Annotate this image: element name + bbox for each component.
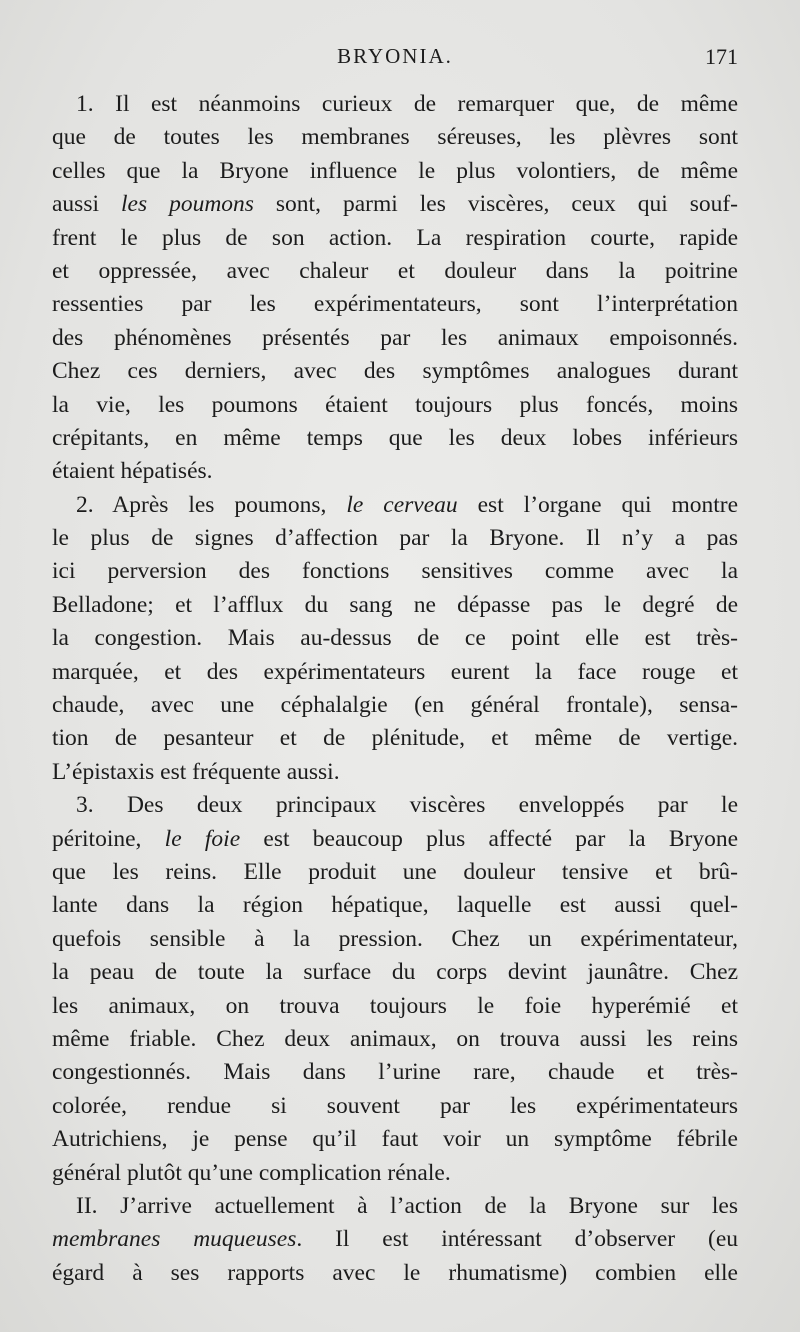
text-run: ici perversion des fonctions sensitives comme avec la [52,558,738,585]
text-line [52,589,738,622]
text-run: péritoine, [52,825,165,852]
text-line [52,756,738,789]
text-line [52,555,738,588]
text-run: des phénomènes présentés par les animaux empoisonnés. [52,324,738,351]
text-run: est l’organe qui montre [457,491,739,518]
text-line [52,489,738,522]
text-line [52,1257,738,1290]
text-line [52,522,738,555]
text-line [52,1056,738,1089]
text-run: crépitants, en même temps que les deux lobes inférieurs [52,424,738,451]
text-run: Chez ces derniers, avec des symptômes analogues durant [52,358,738,385]
text-run: que les reins. Elle produit une douleur tensive et brû- [52,858,738,885]
text-run: . Il est intéressant d’observer (eu [296,1226,738,1253]
text-line [52,1090,738,1123]
page-header [52,44,738,84]
text-line [52,1023,738,1056]
text-run: même friable. Chez deux animaux, on trouva aussi les reins [52,1025,738,1052]
text-run: Belladone; et l’afflux du sang ne dépasse pas le degré de [52,591,738,618]
text-line [52,255,738,288]
italic-run: les poumons [120,191,254,218]
text-run: et oppressée, avec chaleur et douleur dans la poitrine [52,257,738,284]
text-run: tion de pesanteur et de plénitude, et même de vertige. [52,725,738,752]
text-run: égard à ses rapports avec le rhumatisme) combien elle [52,1259,738,1286]
body-text [52,88,738,1290]
text-line [52,455,738,488]
page-number: 171 [705,44,738,69]
text-run: général plutôt qu’une complication rénale. [52,1159,451,1186]
text-line [52,722,738,755]
text-run: la peau de toute la surface du corps devint jaunâtre. Chez [52,959,738,986]
text-run: chaude, avec une céphalalgie (en général frontale), sensa- [52,692,738,719]
text-run: marquée, et des expérimentateurs eurent la face rouge et [52,658,738,685]
text-run: la congestion. Mais au-dessus de ce point elle est très- [52,625,738,652]
italic-run: le foie [164,825,241,852]
text-line [52,288,738,321]
text-line [52,88,738,121]
text-line [52,689,738,722]
text-run: 3. Des deux principaux viscères enveloppés par le [76,792,738,819]
text-run: le plus de signes d’affection par la Bryone. Il n’y a pas [52,525,738,552]
text-run: étaient hépatisés. [52,458,213,485]
text-line [52,856,738,889]
text-line [52,789,738,822]
text-run: frent le plus de son action. La respiration courte, rapide [52,224,738,251]
text-run: est beaucoup plus affecté par la Bryone [240,825,738,852]
text-line [52,889,738,922]
text-run: congestionnés. Mais dans l’urine rare, chaude et très- [52,1059,738,1086]
text-line [52,1190,738,1223]
text-run: lante dans la région hépatique, laquelle est aussi quel- [52,892,738,919]
text-line [52,956,738,989]
text-run: II. J’arrive actuellement à l’action de la Bryone sur les [76,1192,738,1219]
text-line [52,1123,738,1156]
text-run: sont, parmi les viscères, ceux qui souf- [253,191,738,218]
running-title: BRYONIA. [337,44,453,68]
text-run: L’épistaxis est fréquente aussi. [52,758,340,785]
text-line [52,355,738,388]
text-line [52,422,738,455]
text-run: ressenties par les expérimentateurs, sont l’interprétation [52,291,738,318]
italic-run: membranes muqueuses [52,1226,297,1253]
text-line [52,188,738,221]
text-run: la vie, les poumons étaient toujours plus foncés, moins [52,391,738,418]
text-run: les animaux, on trouva toujours le foie hyperémié et [52,992,738,1019]
text-line [52,1157,738,1190]
text-line [52,1223,738,1256]
text-run: celles que la Bryone influence le plus volontiers, de même [52,157,738,184]
text-line [52,155,738,188]
text-run: aussi [52,191,121,218]
italic-run: le cerveau [346,491,458,518]
text-run: colorée, rendue si souvent par les expérimentateurs [52,1092,738,1119]
text-line [52,121,738,154]
text-line [52,222,738,255]
text-run: 1. Il est néanmoins curieux de remarquer que, de même [76,91,738,117]
text-line [52,990,738,1023]
text-run: que de toutes les membranes séreuses, les plèvres sont [52,124,738,151]
text-line [52,923,738,956]
text-line [52,322,738,355]
text-line [52,656,738,689]
text-run: quefois sensible à la pression. Chez un expérimentateur, [52,925,738,952]
text-line [52,823,738,856]
text-line [52,622,738,655]
text-run: 2. Après les poumons, [76,491,347,518]
text-run: Autrichiens, je pense qu’il faut voir un symptôme fébrile [52,1126,738,1153]
text-line [52,389,738,422]
